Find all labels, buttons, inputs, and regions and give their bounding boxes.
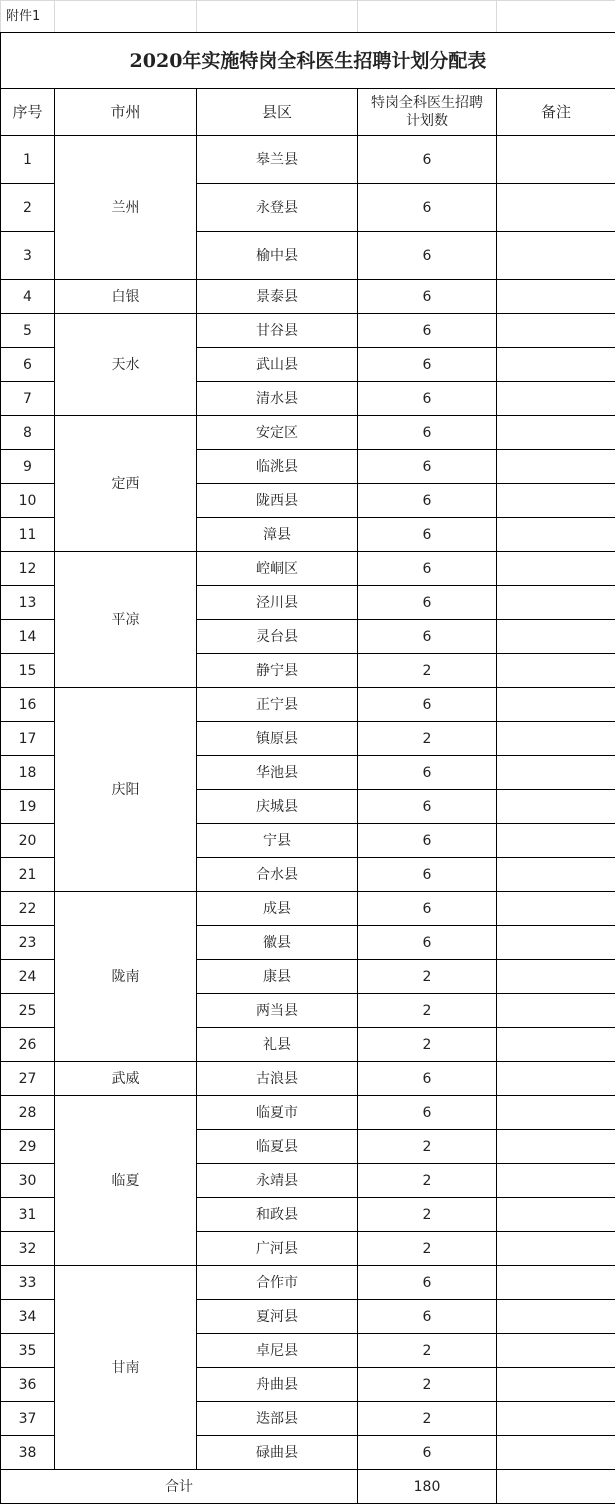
county-cell[interactable]: 卓尼县 [197, 1334, 358, 1368]
city-cell[interactable]: 临夏 [55, 1096, 197, 1266]
note-cell[interactable] [497, 756, 615, 790]
note-cell[interactable] [497, 484, 615, 518]
city-cell[interactable]: 甘南 [55, 1266, 197, 1470]
county-cell[interactable]: 泾川县 [197, 586, 358, 620]
city-cell[interactable]: 定西 [55, 416, 197, 552]
row-number-cell[interactable]: 22 [1, 892, 55, 926]
note-cell[interactable] [497, 1402, 615, 1436]
county-cell[interactable]: 庆城县 [197, 790, 358, 824]
attachment-label[interactable]: 附件1 [1, 1, 55, 33]
row-number-cell[interactable]: 9 [1, 450, 55, 484]
row-number-cell[interactable]: 4 [1, 280, 55, 314]
note-cell[interactable] [497, 1198, 615, 1232]
quota-cell[interactable]: 6 [358, 756, 497, 790]
quota-cell[interactable]: 6 [358, 518, 497, 552]
note-cell[interactable] [497, 1096, 615, 1130]
quota-cell[interactable]: 2 [358, 960, 497, 994]
city-cell[interactable]: 武威 [55, 1062, 197, 1096]
row-number-cell[interactable]: 33 [1, 1266, 55, 1300]
quota-cell[interactable]: 2 [358, 1402, 497, 1436]
county-cell[interactable]: 礼县 [197, 1028, 358, 1062]
row-number-cell[interactable]: 6 [1, 348, 55, 382]
row-number-cell[interactable]: 5 [1, 314, 55, 348]
header-quota-line1: 特岗全科医生招聘 [371, 95, 483, 111]
quota-cell[interactable]: 2 [358, 1164, 497, 1198]
quota-cell[interactable]: 6 [358, 858, 497, 892]
table-row [1, 1096, 615, 1130]
row-number-cell[interactable]: 14 [1, 620, 55, 654]
header-quota-line2: 计划数 [406, 113, 448, 129]
county-cell[interactable]: 永登县 [197, 184, 358, 232]
county-cell[interactable]: 迭部县 [197, 1402, 358, 1436]
row-number-cell[interactable]: 21 [1, 858, 55, 892]
row-number-cell[interactable]: 19 [1, 790, 55, 824]
row-number-cell[interactable]: 29 [1, 1130, 55, 1164]
quota-cell[interactable]: 6 [358, 484, 497, 518]
empty-cell[interactable] [55, 1, 197, 33]
total-note[interactable] [497, 1470, 615, 1504]
title-row [1, 33, 615, 89]
header-note[interactable]: 备注 [497, 89, 615, 136]
note-cell[interactable] [497, 518, 615, 552]
county-cell[interactable]: 成县 [197, 892, 358, 926]
row-number-cell[interactable]: 1 [1, 136, 55, 184]
county-cell[interactable]: 康县 [197, 960, 358, 994]
county-cell[interactable]: 安定区 [197, 416, 358, 450]
row-number-cell[interactable]: 34 [1, 1300, 55, 1334]
quota-cell[interactable]: 2 [358, 1334, 497, 1368]
row-number-cell[interactable]: 26 [1, 1028, 55, 1062]
attachment-row [1, 1, 615, 33]
note-cell[interactable] [497, 450, 615, 484]
row-number-cell[interactable]: 36 [1, 1368, 55, 1402]
row-number-cell[interactable]: 24 [1, 960, 55, 994]
row-number-cell[interactable]: 27 [1, 1062, 55, 1096]
quota-cell[interactable]: 6 [358, 382, 497, 416]
note-cell[interactable] [497, 586, 615, 620]
county-cell[interactable]: 永靖县 [197, 1164, 358, 1198]
county-cell[interactable]: 华池县 [197, 756, 358, 790]
county-cell[interactable]: 镇原县 [197, 722, 358, 756]
county-cell[interactable]: 静宁县 [197, 654, 358, 688]
table-row [1, 1266, 615, 1300]
county-cell[interactable]: 清水县 [197, 382, 358, 416]
row-number-cell[interactable]: 30 [1, 1164, 55, 1198]
county-cell[interactable]: 漳县 [197, 518, 358, 552]
row-number-cell[interactable]: 12 [1, 552, 55, 586]
note-cell[interactable] [497, 382, 615, 416]
county-cell[interactable]: 皋兰县 [197, 136, 358, 184]
row-number-cell[interactable]: 8 [1, 416, 55, 450]
quota-cell[interactable]: 6 [358, 1062, 497, 1096]
note-cell[interactable] [497, 1334, 615, 1368]
row-number-cell[interactable]: 11 [1, 518, 55, 552]
header-city[interactable]: 市州 [55, 89, 197, 136]
city-cell[interactable]: 兰州 [55, 136, 197, 280]
quota-cell[interactable]: 6 [358, 136, 497, 184]
row-number-cell[interactable]: 7 [1, 382, 55, 416]
note-cell[interactable] [497, 1062, 615, 1096]
table-row [1, 416, 615, 450]
table-row [1, 280, 615, 314]
county-cell[interactable]: 两当县 [197, 994, 358, 1028]
note-cell[interactable] [497, 722, 615, 756]
quota-cell[interactable]: 6 [358, 314, 497, 348]
quota-cell[interactable]: 2 [358, 1130, 497, 1164]
note-cell[interactable] [497, 994, 615, 1028]
quota-cell[interactable]: 2 [358, 994, 497, 1028]
note-cell[interactable] [497, 232, 615, 280]
empty-cell[interactable] [497, 1, 615, 33]
note-cell[interactable] [497, 960, 615, 994]
quota-cell[interactable]: 6 [358, 348, 497, 382]
quota-cell[interactable]: 6 [358, 1436, 497, 1470]
row-number-cell[interactable]: 37 [1, 1402, 55, 1436]
row-number-cell[interactable]: 10 [1, 484, 55, 518]
table-row [1, 136, 615, 184]
note-cell[interactable] [497, 1368, 615, 1402]
county-cell[interactable]: 灵台县 [197, 620, 358, 654]
county-cell[interactable]: 合作市 [197, 1266, 358, 1300]
note-cell[interactable] [497, 1300, 615, 1334]
header-quota[interactable] [358, 89, 497, 136]
empty-cell[interactable] [358, 1, 497, 33]
row-number-cell[interactable]: 18 [1, 756, 55, 790]
quota-cell[interactable]: 6 [358, 450, 497, 484]
row-number-cell[interactable]: 20 [1, 824, 55, 858]
county-cell[interactable]: 陇西县 [197, 484, 358, 518]
quota-cell[interactable]: 6 [358, 892, 497, 926]
note-cell[interactable] [497, 1028, 615, 1062]
county-cell[interactable]: 崆峒区 [197, 552, 358, 586]
quota-cell[interactable]: 2 [358, 1198, 497, 1232]
note-cell[interactable] [497, 1232, 615, 1266]
county-cell[interactable]: 舟曲县 [197, 1368, 358, 1402]
note-cell[interactable] [497, 926, 615, 960]
note-cell[interactable] [497, 416, 615, 450]
sheet-title[interactable]: 2020年实施特岗全科医生招聘计划分配表 [1, 33, 615, 89]
quota-cell[interactable]: 6 [358, 790, 497, 824]
county-cell[interactable]: 碌曲县 [197, 1436, 358, 1470]
table-row [1, 552, 615, 586]
empty-cell[interactable] [197, 1, 358, 33]
row-number-cell[interactable]: 13 [1, 586, 55, 620]
quota-cell[interactable]: 6 [358, 232, 497, 280]
county-cell[interactable]: 合水县 [197, 858, 358, 892]
city-cell[interactable]: 庆阳 [55, 688, 197, 892]
row-number-cell[interactable]: 32 [1, 1232, 55, 1266]
note-cell[interactable] [497, 824, 615, 858]
quota-cell[interactable]: 2 [358, 654, 497, 688]
row-number-cell[interactable]: 31 [1, 1198, 55, 1232]
row-number-cell[interactable]: 17 [1, 722, 55, 756]
row-number-cell[interactable]: 16 [1, 688, 55, 722]
county-cell[interactable]: 正宁县 [197, 688, 358, 722]
note-cell[interactable] [497, 688, 615, 722]
note-cell[interactable] [497, 280, 615, 314]
county-cell[interactable]: 甘谷县 [197, 314, 358, 348]
quota-cell[interactable]: 6 [358, 1096, 497, 1130]
note-cell[interactable] [497, 348, 615, 382]
quota-cell[interactable]: 2 [358, 1028, 497, 1062]
quota-cell[interactable]: 6 [358, 688, 497, 722]
note-cell[interactable] [497, 1164, 615, 1198]
county-cell[interactable]: 广河县 [197, 1232, 358, 1266]
city-cell[interactable]: 白银 [55, 280, 197, 314]
note-cell[interactable] [497, 790, 615, 824]
note-cell[interactable] [497, 184, 615, 232]
note-cell[interactable] [497, 314, 615, 348]
quota-cell[interactable]: 6 [358, 552, 497, 586]
county-cell[interactable]: 临夏市 [197, 1096, 358, 1130]
quota-cell[interactable]: 6 [358, 824, 497, 858]
row-number-cell[interactable]: 23 [1, 926, 55, 960]
note-cell[interactable] [497, 1130, 615, 1164]
quota-cell[interactable]: 6 [358, 1300, 497, 1334]
note-cell[interactable] [497, 136, 615, 184]
quota-cell[interactable]: 6 [358, 586, 497, 620]
quota-cell[interactable]: 6 [358, 926, 497, 960]
quota-cell[interactable]: 2 [358, 722, 497, 756]
header-row [1, 89, 615, 136]
city-cell[interactable]: 平凉 [55, 552, 197, 688]
city-cell[interactable]: 陇南 [55, 892, 197, 1062]
row-number-cell[interactable]: 3 [1, 232, 55, 280]
county-cell[interactable]: 临洮县 [197, 450, 358, 484]
note-cell[interactable] [497, 1266, 615, 1300]
county-cell[interactable]: 景泰县 [197, 280, 358, 314]
table-row [1, 1062, 615, 1096]
quota-cell[interactable]: 6 [358, 1266, 497, 1300]
quota-cell[interactable]: 6 [358, 184, 497, 232]
quota-cell[interactable]: 6 [358, 416, 497, 450]
county-cell[interactable]: 榆中县 [197, 232, 358, 280]
note-cell[interactable] [497, 892, 615, 926]
note-cell[interactable] [497, 552, 615, 586]
county-cell[interactable]: 徽县 [197, 926, 358, 960]
header-county[interactable]: 县区 [197, 89, 358, 136]
row-number-cell[interactable]: 28 [1, 1096, 55, 1130]
note-cell[interactable] [497, 654, 615, 688]
county-cell[interactable]: 宁县 [197, 824, 358, 858]
row-number-cell[interactable]: 2 [1, 184, 55, 232]
row-number-cell[interactable]: 25 [1, 994, 55, 1028]
county-cell[interactable]: 和政县 [197, 1198, 358, 1232]
quota-cell[interactable]: 6 [358, 280, 497, 314]
note-cell[interactable] [497, 1436, 615, 1470]
header-no[interactable]: 序号 [1, 89, 55, 136]
table-row [1, 314, 615, 348]
note-cell[interactable] [497, 620, 615, 654]
quota-cell[interactable]: 2 [358, 1232, 497, 1266]
county-cell[interactable]: 武山县 [197, 348, 358, 382]
quota-cell[interactable]: 2 [358, 1368, 497, 1402]
total-label[interactable]: 合计 [1, 1470, 358, 1504]
row-number-cell[interactable]: 38 [1, 1436, 55, 1470]
total-row [1, 1470, 615, 1504]
quota-cell[interactable]: 6 [358, 620, 497, 654]
table-row [1, 688, 615, 722]
county-cell[interactable]: 夏河县 [197, 1300, 358, 1334]
row-number-cell[interactable]: 35 [1, 1334, 55, 1368]
county-cell[interactable]: 临夏县 [197, 1130, 358, 1164]
city-cell[interactable]: 天水 [55, 314, 197, 416]
note-cell[interactable] [497, 858, 615, 892]
row-number-cell[interactable]: 15 [1, 654, 55, 688]
table-row [1, 892, 615, 926]
total-value[interactable]: 180 [358, 1470, 497, 1504]
county-cell[interactable]: 古浪县 [197, 1062, 358, 1096]
